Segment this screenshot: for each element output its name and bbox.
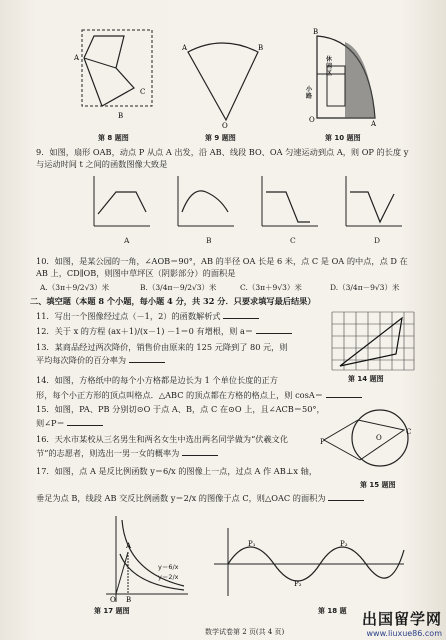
question-17-line-1: 17．如图，点 A 是反比例函数 y＝6/x 的图像上一点，过点 A 作 AB⊥x 轴， (36, 466, 318, 476)
svg-text:B: B (126, 596, 132, 604)
watermark-brand (362, 608, 442, 638)
question-13-text: 平均每次降价的百分率为 (36, 355, 127, 365)
question-12 (36, 325, 292, 337)
figure-15 (320, 400, 420, 480)
question-9-line-2: 与运动时间 t 之间的函数图像大致是 (36, 159, 168, 169)
figure-8 (72, 28, 172, 128)
svg-text:P: P (320, 438, 325, 446)
question-14-line-2 (36, 389, 362, 401)
question-10-line-1: 10．如图，是某公园的一角，∠AOB＝90°，AB 的半径 OA 长是 6 米，点 C 是 OA 的中点，点 D 在 (36, 256, 408, 266)
svg-text:C: C (406, 428, 412, 436)
question-11 (36, 310, 259, 322)
answer-blank-17 (328, 492, 364, 501)
curve-label-2x: y＝2/x (158, 573, 179, 581)
svg-text:A: A (182, 44, 188, 52)
svg-text:C: C (140, 88, 146, 96)
svg-text:B: B (118, 112, 124, 120)
svg-text:A: A (371, 120, 377, 128)
svg-text:A: A (74, 54, 80, 62)
svg-text:P₃: P₃ (340, 540, 348, 548)
answer-blank-16 (182, 447, 218, 456)
figure-9-caption: 第 9 题图 (205, 134, 236, 142)
figure-8-caption: 第 8 题图 (98, 134, 129, 142)
q9-choice-b: B (206, 236, 212, 245)
brand-url: www.liuxue86.com (366, 629, 442, 638)
figure-14 (330, 310, 416, 372)
figure-9 (180, 30, 270, 130)
svg-text:B: B (258, 44, 264, 52)
question-17-line-2 (36, 492, 364, 504)
svg-text:O: O (309, 116, 315, 124)
question-11-text: 11．写出一个图像经过点（－1，2）的函数解析式 (36, 311, 221, 321)
question-9-line-1: 9．如图，扇形 OAB，动点 P 从点 A 出发，沿 AB、线段 BO、OA 匀速运动到点 A，则 OP 的长度 y (36, 147, 409, 157)
figure-15-caption: 第 15 题图 (360, 481, 396, 489)
svg-text:P₁: P₁ (248, 540, 256, 548)
q10-option-d: D.（3/4π－9√3）米 (330, 283, 400, 292)
q9-choice-a: A (124, 236, 130, 245)
q9-choice-c: C (290, 236, 296, 245)
question-10-line-2: AB 上，CD∥OB，则图中草坪区（阴影部分）的面积是 (36, 268, 236, 278)
svg-text:O: O (376, 434, 382, 442)
brand-name: 出国留学网 (361, 610, 442, 628)
question-12-text: 12．关于 x 的方程 (ax＋1)/(x－1) －1＝0 有增根，则 a＝ (36, 326, 254, 336)
question-15-text: 则∠P＝ (36, 418, 65, 428)
figure-17-caption: 第 17 题图 (94, 607, 130, 615)
answer-blank-14 (326, 389, 362, 398)
figure-18-caption: 第 18 题 (318, 607, 347, 615)
q10-option-a: A.（3π＋9/2√3）米 (40, 283, 110, 292)
question-15-line-1: 15．如图，PA、PB 分别切⊙O 于点 A、B，点 C 在⊙O 上，且∠ACB＝50°， (36, 404, 325, 414)
answer-blank-15 (67, 417, 103, 426)
figure-17 (92, 512, 192, 606)
question-16-line-1: 16．天水市某校从三名男生和两名女生中选出两名同学做为“伏羲文化 (36, 434, 289, 444)
answer-blank-11 (223, 310, 259, 319)
q9-choice-d: D (374, 236, 381, 245)
question-14-text: 形，每个小正方形的顶点叫格点．△ABC 的顶点都在方格的格点上，则 cosA＝ (36, 390, 323, 400)
svg-text:P₂: P₂ (294, 580, 302, 588)
svg-text:B: B (313, 28, 319, 36)
answer-blank-13 (129, 354, 165, 363)
question-16-text: 节”的志愿者，则选出一男一女的概率为 (36, 448, 180, 458)
figure-10-caption: 第 10 题图 (325, 134, 361, 142)
svg-text:O: O (222, 122, 228, 130)
section-2-heading: 二、填空题（本题 8 个小题，每小题 4 分，共 32 分．只要求填写最后结果） (30, 296, 316, 306)
figure-14-caption: 第 14 题图 (348, 375, 384, 383)
question-17-text: 垂足为点 B，线段 AB 交反比例函数 y＝2/x 的图像于点 C，则△OAC 的面积为 (36, 493, 326, 503)
answer-blank-12 (256, 325, 292, 334)
question-14-line-1: 14．如图，方格纸中的每个小方格都是边长为 1 个单位长度的正方 (36, 375, 278, 385)
svg-text:O: O (110, 596, 116, 604)
q10-option-c: C.（3π＋9√3）米 (240, 283, 302, 292)
curve-label-6x: y＝6/x (158, 563, 179, 571)
q9-choice-graphs (88, 172, 418, 230)
question-13-line-1: 13．某商品经过两次降价，销售价由原来的 125 元降到了 80 元，则 (36, 342, 288, 352)
rest-area-label: 休闲区 (326, 56, 333, 77)
figure-18 (208, 524, 408, 600)
svg-text:A: A (126, 542, 132, 550)
q10-option-b: B.（3/4π－9/2√3）米 (140, 283, 217, 292)
path-label: 小路 (306, 86, 313, 100)
question-13-line-2 (36, 354, 165, 366)
question-16-line-2 (36, 447, 218, 459)
page-footer: 数学试卷第 2 页(共 4 页) (205, 628, 285, 636)
question-15-line-2 (36, 417, 103, 429)
figure-10 (305, 22, 385, 130)
